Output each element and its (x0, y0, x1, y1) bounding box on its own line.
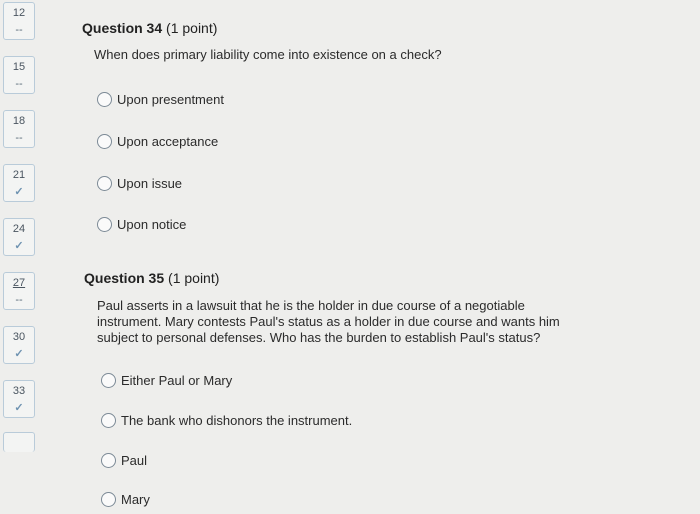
option-bank-dishonors[interactable] (101, 410, 352, 430)
question-navigator (0, 0, 40, 514)
question-number: Question 34 (82, 20, 163, 36)
checkmark-icon: ✓ (14, 240, 24, 252)
question-number: Question 35 (84, 270, 165, 286)
unanswered-indicator: -- (15, 132, 23, 144)
option-paul[interactable] (101, 450, 147, 470)
nav-number: 24 (12, 223, 26, 235)
option-label: Upon notice (117, 216, 187, 232)
radio-button[interactable] (101, 413, 116, 428)
option-label: Either Paul or Mary (121, 372, 233, 388)
checkmark-icon: ✓ (14, 348, 24, 360)
radio-button[interactable] (97, 134, 112, 149)
nav-number: 27 (12, 277, 26, 289)
nav-number: 21 (12, 169, 26, 181)
nav-number: 33 (12, 385, 26, 397)
nav-number: 30 (12, 331, 26, 343)
nav-question-21[interactable] (3, 164, 35, 202)
radio-button[interactable] (101, 492, 116, 507)
question-text: Paul asserts in a lawsuit that he is the holder in due course of a negotiable instrument. Mary contests Paul's status as a holder in due course and wants him subject to personal defenses. Who has the burden to establish Paul's status? (97, 298, 560, 345)
nav-question-15[interactable] (3, 56, 35, 94)
option-upon-notice[interactable] (97, 214, 186, 234)
checkmark-icon: ✓ (14, 402, 24, 414)
radio-button[interactable] (97, 217, 112, 232)
question-title (84, 270, 219, 286)
option-upon-acceptance[interactable] (97, 131, 218, 151)
nav-question-33[interactable] (3, 380, 35, 418)
question-points: (1 point) (166, 20, 218, 36)
radio-button[interactable] (97, 92, 112, 107)
nav-number: 12 (12, 7, 26, 19)
nav-number: 18 (12, 115, 26, 127)
nav-question-partial[interactable] (3, 432, 35, 452)
option-either-paul-or-mary[interactable] (101, 370, 232, 390)
nav-question-18[interactable] (3, 110, 35, 148)
option-upon-presentment[interactable] (97, 89, 224, 109)
option-label: The bank who dishonors the instrument. (121, 412, 353, 428)
radio-button[interactable] (101, 453, 116, 468)
option-label: Upon acceptance (117, 133, 219, 149)
option-label: Mary (121, 491, 150, 507)
option-upon-issue[interactable] (97, 173, 182, 193)
option-label: Upon issue (117, 175, 183, 191)
question-title (82, 20, 217, 36)
radio-button[interactable] (97, 176, 112, 191)
unanswered-indicator: -- (15, 78, 23, 90)
checkmark-icon: ✓ (14, 186, 24, 198)
nav-number: 15 (12, 61, 26, 73)
unanswered-indicator: -- (15, 24, 23, 36)
nav-question-27[interactable] (3, 272, 35, 310)
question-points: (1 point) (168, 270, 220, 286)
question-text: When does primary liability come into existence on a check? (94, 47, 442, 62)
nav-question-24[interactable] (3, 218, 35, 256)
option-label: Paul (121, 452, 148, 468)
unanswered-indicator: -- (15, 294, 23, 306)
nav-question-12[interactable] (3, 2, 35, 40)
option-label: Upon presentment (117, 91, 224, 107)
nav-question-30[interactable] (3, 326, 35, 364)
radio-button[interactable] (101, 373, 116, 388)
option-mary[interactable] (101, 489, 150, 509)
